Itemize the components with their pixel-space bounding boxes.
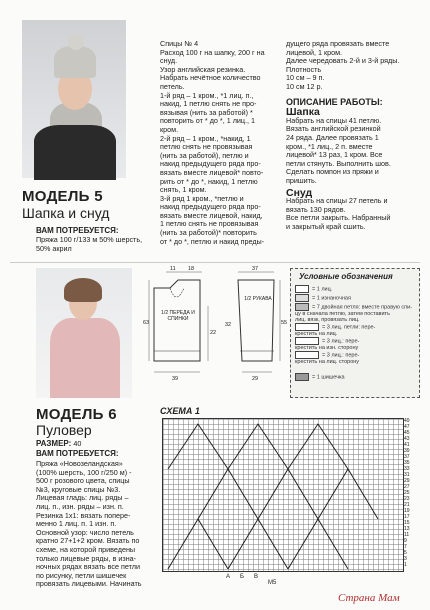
cross-purl-icon: [295, 337, 319, 345]
legend-box: [290, 268, 420, 398]
dim-top-a: 11: [170, 266, 176, 272]
model5-title: МОДЕЛЬ 5: [22, 188, 103, 205]
model5-work-description: дущего ряда провязать вместе лицевой, 1 кром. Далее чередовать 2-й и 3-й ряды. Плотность 10 см – 9 п. 10 см 12 р. ОПИСАНИЕ РАБОТЫ: Шапка Набрать на спицы 41 петлю. Вязать английской резинкой 24 ряда. Далее провязать 1 кром., *1 лиц., 2 п. вместе лицевой* 13 раз, 1 кром. Все петли стянуть. Выполнить шов. Сделать помпон из пряжи и пришить. Снуд Набрать на спицы 27 петель и вязать 130 рядов. Все петли закрыть. Набранный и закрытый край сшить.: [286, 40, 416, 231]
dim-right-h: 32: [225, 322, 232, 328]
watermark: Страна Мам: [338, 592, 400, 604]
dim-left-h: 63: [143, 320, 150, 326]
purl-symbol-icon: [295, 294, 309, 302]
legend-item: = 7 двойная петля: вместе правую спи- цу в сначала петлю, затем поставить лиц. вязк, провязать лиц.: [295, 304, 413, 323]
hat-heading: Шапка: [286, 106, 320, 119]
work-heading: ОПИСАНИЕ РАБОТЫ:: [286, 96, 383, 107]
cross-left-icon: [295, 323, 319, 331]
schema-bottom-letters: А Б В М5: [226, 574, 277, 586]
dim-bottom-b: 29: [252, 376, 259, 382]
schema-title: СХЕМА 1: [160, 406, 200, 416]
pattern-diagram: [143, 266, 288, 390]
dim-top-b: 18: [188, 266, 195, 272]
model5-needs-heading: ВАМ ПОТРЕБУЕТСЯ:: [36, 226, 119, 235]
model5-subtitle: Шапка и снуд: [22, 205, 110, 221]
model5-photo: [22, 20, 126, 178]
model6-photo: [36, 268, 132, 398]
model6-subtitle: Пуловер: [36, 422, 92, 438]
legend-item: = 3 лиц. петли: пере- крестить на лиц.: [295, 324, 376, 337]
front-back-label: 1/2 ПЕРЕДА И СПИНКИ: [161, 310, 195, 322]
dim-mid-h: 22: [210, 330, 217, 336]
snood-heading: Снуд: [286, 186, 313, 199]
knit-symbol-icon: [295, 285, 309, 293]
model5-instructions: Спицы № 4 Расход 100 г на шапку, 200 г на снуд. Узор английская резинка. Набрать нечётное количество петель. 1-й ряд – 1 кром., *1 лиц. п., накид, 1 петлю снять не про- вязывая (нить за работой) * повторить от * до *, 1 лиц., 1 кром. 2-й ряд – 1 кром., *накид, 1 петлю снять не провязывая (нить за работой), петлю и накид предыдущего ряда про- вязать вместе лицевой* повто- рить от * до *, накид, 1 петлю снять, 1 кром. 3-й ряд 1 кром., *петлю и накид предыдущего ряда про- вязать вместе лицевой, накид, 1 петлю снять не провязывая (нить за работой)* повторить от * до *, петлю и накид преды-: [160, 39, 265, 246]
model6-needs-heading: ВАМ ПОТРЕБУЕТСЯ:: [36, 449, 119, 458]
legend-item: = 1 лиц.: [295, 285, 332, 293]
model5-needs-text: Пряжа 100 г/133 м 50% шерсть, 50% акрил: [36, 235, 143, 253]
legend-item: = 1 шишечка: [295, 373, 413, 381]
dim-bottom-a: 39: [172, 376, 179, 382]
legend-item: = 3 лиц.: пере- крестить на лиц. сторону: [295, 352, 360, 365]
model6-title: МОДЕЛЬ 6: [36, 406, 117, 423]
schema-row-numbers: 49 47 45 43 41 39 37 35 33 31 29 27 25 23 21 19 17 15 13 11 9 7 5 3 1: [404, 418, 410, 568]
legend-item: = 3 лиц.: пере- крестить на изн. сторону: [295, 338, 360, 351]
model6-instructions: Пряжа «Новозеландская» (100% шерсть, 100 г/250 м) - 500 г розового цвета, спицы №3, круговые спицы №3. Лицевая гладь: лиц. ряды – лиц. п., изн. ряды – изн. п. Резинка 1х1: вязать попере- менно 1 лиц. п. 1 изн. п. Основной узор: число петель кратно 27+1+2 кром. Вязать по схеме, на которой приведены только лицевые ряды, в изна- ночных рядах вязать все петли по рисунку, петли шишечек провязать лицевыми. Начинать: [36, 459, 142, 589]
cross-right-icon: [295, 351, 319, 359]
model6-size: РАЗМЕР: 40: [36, 439, 82, 448]
schema-chart-grid: [162, 418, 404, 572]
schema-bottom-mark: М5: [268, 580, 277, 586]
legend-title: Условные обозначения: [299, 272, 393, 281]
sleeve-label: 1/2 РУКАВА: [244, 296, 272, 302]
dim-top-c: 37: [252, 266, 259, 272]
dim-right-h2: 55: [281, 320, 288, 326]
double-stitch-icon: [295, 303, 309, 311]
legend-item: = 1 изнаночная: [295, 294, 351, 302]
bobble-symbol-icon: [295, 373, 309, 381]
section-divider: [10, 262, 420, 263]
